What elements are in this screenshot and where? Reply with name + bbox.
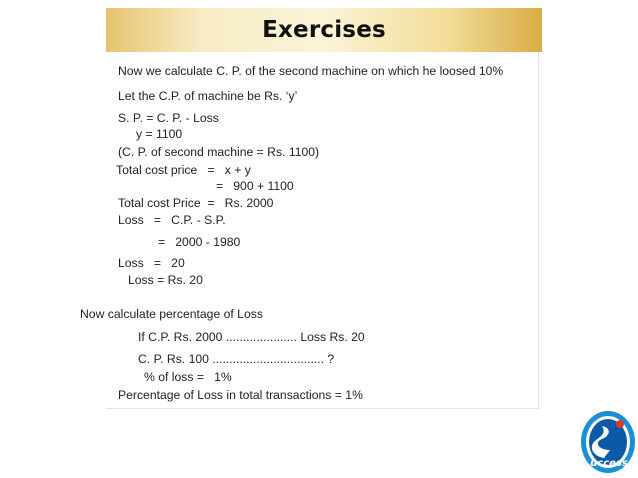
line-11: Loss = 20 [118, 256, 185, 270]
line-9: Loss = C.P. - S.P. [118, 213, 226, 227]
success-logo [580, 408, 636, 476]
line-3: S. P. = C. P. - Loss [118, 111, 219, 125]
logo-dot-icon [616, 420, 624, 428]
line-14: If C.P. Rs. 2000 ..................... Loss Rs. 20 [138, 330, 365, 344]
line-10: = 2000 - 1980 [158, 235, 241, 249]
line-6: Total cost price = x + y [116, 163, 251, 177]
line-15: C. P. Rs. 100 ................................. ? [138, 352, 335, 366]
line-12: Loss = Rs. 20 [128, 273, 203, 287]
logo-text: uccess [590, 458, 628, 469]
line-17: Percentage of Loss in total transactions = 1% [118, 388, 363, 402]
line-2: Let the C.P. of machine be Rs. ‘y’ [118, 89, 298, 103]
line-1: Now we calculate C. P. of the second machine on which he loosed 10% [118, 64, 504, 78]
line-5: (C. P. of second machine = Rs. 1100) [118, 145, 320, 159]
slide-title: Exercises [262, 17, 386, 43]
line-8: Total cost Price = Rs. 2000 [118, 196, 274, 210]
line-13: Now calculate percentage of Loss [80, 307, 263, 321]
line-16: % of loss = 1% [144, 370, 232, 384]
line-4: y = 1100 [136, 127, 183, 141]
line-7: = 900 + 1100 [216, 179, 294, 193]
title-bar [106, 8, 542, 52]
